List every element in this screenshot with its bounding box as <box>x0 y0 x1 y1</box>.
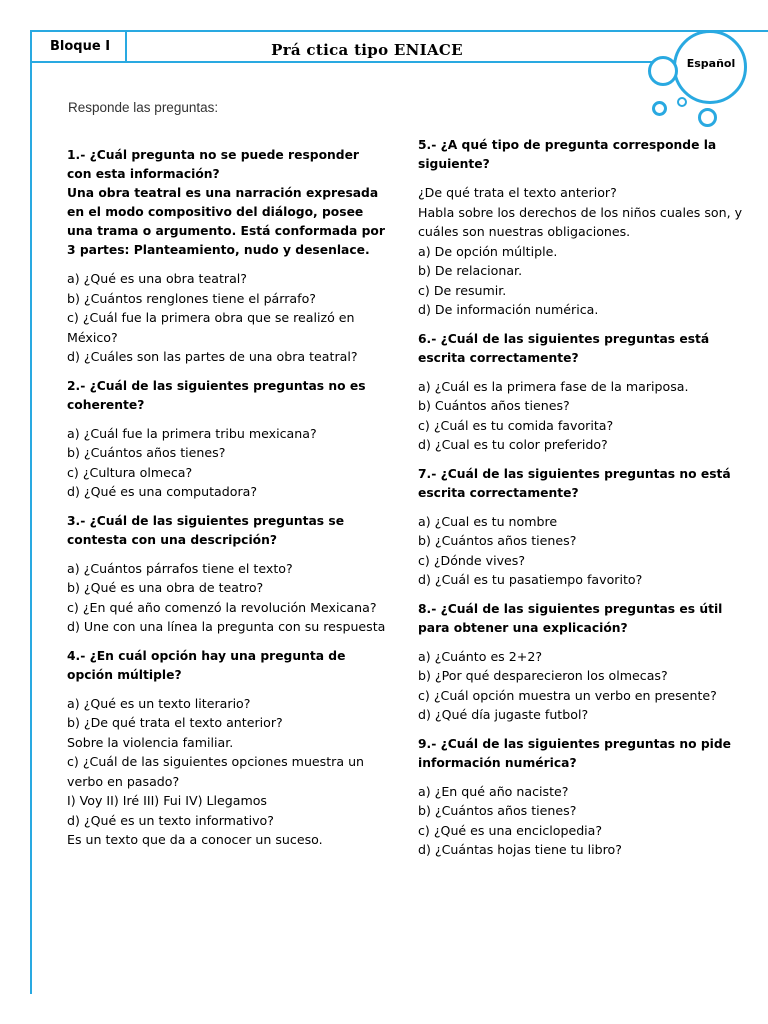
question-number: 2.- <box>67 378 86 393</box>
question-1 <box>67 146 387 367</box>
option: b) ¿Qué es una obra de teatro? <box>67 580 264 595</box>
option: c) De resumir. <box>418 282 507 298</box>
option: c) ¿Cuál fue la primera obra que se realizó en México? <box>67 310 355 345</box>
option: c) ¿Cultura olmeca? <box>67 464 193 480</box>
question-header <box>418 735 743 773</box>
option: Es un texto que da a conocer un suceso. <box>67 832 323 847</box>
question-header <box>67 512 387 550</box>
option: d) De información numérica. <box>418 302 599 317</box>
question-number: 7.- <box>418 466 437 481</box>
option: a) ¿Cuántos párrafos tiene el texto? <box>67 560 293 576</box>
option: b) ¿Cuántos años tienes? <box>418 803 577 818</box>
option: a) ¿En qué año naciste? <box>418 783 569 799</box>
option: c) ¿Cuál opción muestra un verbo en presente? <box>418 687 717 703</box>
option: d) ¿Qué día jugaste futbol? <box>418 707 589 722</box>
option: b) ¿Cuántos años tienes? <box>67 445 226 460</box>
question-prompt: ¿Cuál de las siguientes preguntas no pide información numérica? <box>418 736 732 770</box>
option: I) Voy II) Iré III) Fui IV) Llegamos <box>67 793 267 808</box>
option: b) Cuántos años tienes? <box>418 398 570 413</box>
question-prompt: ¿Cuál de las siguientes preguntas está escrita correctamente? <box>418 331 710 365</box>
question-number: 9.- <box>418 736 437 751</box>
question-prompt: ¿Cuál de las siguientes preguntas es útil para obtener una explicación? <box>418 601 723 635</box>
option: d) ¿Qué es un texto informativo? <box>67 812 274 828</box>
question-options <box>418 512 743 590</box>
question-number: 4.- <box>67 648 86 663</box>
question-number: 8.- <box>418 601 437 616</box>
question-9 <box>418 735 743 860</box>
question-header <box>418 330 743 368</box>
question-context: Una obra teatral es una narración expresada en el modo compositivo del diálogo, posee una trama o argumento. Está conformada por 3 partes: Planteamiento, nudo y desenlace. <box>67 186 385 257</box>
option: a) ¿Cual es tu nombre <box>418 513 558 529</box>
question-6 <box>418 330 743 455</box>
option: Habla sobre los derechos de los niños cuales son, y cuáles son nuestras obligaciones. <box>418 204 743 239</box>
bubble-decoration-icon <box>698 108 717 127</box>
question-options <box>67 269 387 367</box>
option: d) ¿Cuántas hojas tiene tu libro? <box>418 842 622 857</box>
option: d) ¿Cuál es tu pasatiempo favorito? <box>418 572 643 587</box>
option: a) ¿Cuál es la primera fase de la mariposa. <box>418 378 689 394</box>
question-header <box>67 377 387 415</box>
question-options <box>418 377 743 455</box>
question-options <box>418 647 743 725</box>
option: d) ¿Cual es tu color preferido? <box>418 437 608 452</box>
option: d) ¿Qué es una computadora? <box>67 484 258 499</box>
question-prompt: ¿A qué tipo de pregunta corresponde la siguiente? <box>418 138 717 171</box>
question-number: 3.- <box>67 513 86 528</box>
option: ¿De qué trata el texto anterior? <box>418 185 617 200</box>
option: b) De relacionar. <box>418 263 523 278</box>
option: c) ¿Cuál de las siguientes opciones muestra un verbo en pasado? <box>67 754 365 789</box>
option: a) ¿Cuánto es 2+2? <box>418 648 543 664</box>
option: c) ¿Dónde vives? <box>418 552 526 568</box>
question-8 <box>418 600 743 725</box>
question-prompt: ¿Cuál de las siguientes preguntas no está escrita correctamente? <box>418 466 731 500</box>
option: a) ¿Qué es un texto literario? <box>67 695 251 711</box>
question-header <box>418 600 743 638</box>
question-prompt: ¿En cuál opción hay una pregunta de opción múltiple? <box>67 648 346 682</box>
option: b) ¿Por qué desparecieron los olmecas? <box>418 668 668 683</box>
frame-left-border <box>30 30 32 994</box>
question-options <box>418 782 743 860</box>
question-4 <box>67 647 387 850</box>
question-header <box>67 146 387 260</box>
right-column <box>418 136 743 870</box>
header-divider <box>30 61 670 63</box>
option: d) Une con una línea la pregunta con su respuesta <box>67 619 386 634</box>
question-number: 6.- <box>418 331 437 346</box>
option: b) ¿Cuántos renglones tiene el párrafo? <box>67 290 316 306</box>
question-2 <box>67 377 387 502</box>
option: Sobre la violencia familiar. <box>67 734 234 750</box>
question-7 <box>418 465 743 590</box>
option: c) ¿En qué año comenzó la revolución Mexicana? <box>67 599 377 615</box>
bubble-decoration-icon <box>677 97 687 107</box>
instructions: Responde las preguntas: <box>68 100 219 115</box>
option: c) ¿Qué es una enciclopedia? <box>418 822 603 838</box>
question-prompt: ¿Cuál pregunta no se puede responder con esta información? <box>67 148 359 181</box>
option: b) ¿De qué trata el texto anterior? <box>67 715 283 730</box>
question-header <box>418 465 743 503</box>
question-header <box>418 136 743 174</box>
left-column <box>67 146 387 860</box>
page-title: Prá ctica tipo ENIACE <box>271 41 463 59</box>
option: b) ¿Cuántos años tienes? <box>418 533 577 548</box>
subject-label: Español <box>686 57 736 70</box>
question-header <box>67 647 387 685</box>
question-number: 5.- <box>418 138 437 152</box>
question-options <box>418 183 743 320</box>
option: a) ¿Qué es una obra teatral? <box>67 271 247 286</box>
question-options <box>67 424 387 502</box>
question-3 <box>67 512 387 637</box>
question-prompt: ¿Cuál de las siguientes preguntas no es coherente? <box>67 378 366 412</box>
option: c) ¿Cuál es tu comida favorita? <box>418 417 614 433</box>
bubble-decoration-icon <box>648 56 678 86</box>
question-prompt: ¿Cuál de las siguientes preguntas se contesta con una descripción? <box>67 513 345 547</box>
option: a) De opción múltiple. <box>418 243 558 259</box>
option: d) ¿Cuáles son las partes de una obra teatral? <box>67 349 358 364</box>
bubble-decoration-icon <box>652 101 667 116</box>
question-options <box>67 694 387 850</box>
question-options <box>67 559 387 637</box>
question-5 <box>418 136 743 320</box>
block-label: Bloque I <box>32 32 127 61</box>
option: a) ¿Cuál fue la primera tribu mexicana? <box>67 425 317 441</box>
question-number: 1.- <box>67 148 86 162</box>
